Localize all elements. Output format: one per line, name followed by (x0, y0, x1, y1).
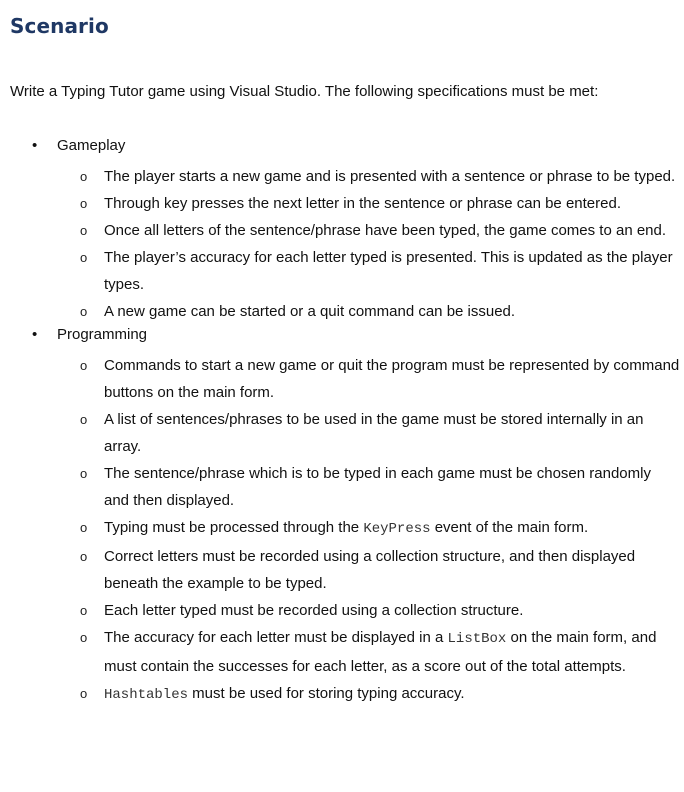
list-item-text: on the main form, and must contain the successes for each letter, as a score out of the total attempts. (104, 629, 657, 675)
bullet-icon: • (32, 326, 38, 343)
list-item-text: A list of sentences/phrases to be used in the game must be stored internally in an array. (104, 411, 644, 455)
section-gameplay (0, 136, 684, 163)
list-item (80, 460, 680, 514)
page-title: Scenario (10, 14, 109, 38)
hollow-bullet-icon: o (80, 549, 88, 564)
list-item (80, 298, 680, 325)
hollow-bullet-icon: o (80, 412, 88, 427)
hollow-bullet-icon: o (80, 630, 88, 645)
list-item (80, 543, 680, 597)
list-item-text: event of the main form. (430, 519, 589, 536)
list-item (80, 406, 680, 460)
list-item-text: Each letter typed must be recorded using a collection structure. (104, 602, 524, 619)
code-term: ListBox (447, 631, 507, 647)
list-item-text: Correct letters must be recorded using a collection structure, and then displayed beneath the example to be typed. (104, 548, 636, 592)
bullet-icon: • (32, 137, 38, 154)
specification-list (0, 136, 684, 709)
section-label: Gameplay (57, 137, 126, 154)
list-item (80, 624, 680, 680)
list-item-text: A new game can be started or a quit command can be issued. (104, 303, 516, 320)
list-item-text: The accuracy for each letter must be displayed in a (104, 629, 448, 646)
hollow-bullet-icon: o (80, 223, 88, 238)
list-item (80, 163, 680, 190)
list-item-text: Through key presses the next letter in the sentence or phrase can be entered. (104, 195, 621, 212)
intro-paragraph: Write a Typing Tutor game using Visual Studio. The following specifications must be met: (10, 83, 599, 100)
list-item-text: Once all letters of the sentence/phrase have been typed, the game comes to an end. (104, 222, 667, 239)
list-item (80, 244, 680, 298)
list-item-text: Commands to start a new game or quit the program must be represented by command buttons on the main form. (104, 357, 680, 401)
list-item-text: Typing must be processed through the (104, 519, 364, 536)
hollow-bullet-icon: o (80, 196, 88, 211)
hollow-bullet-icon: o (80, 358, 88, 373)
hollow-bullet-icon: o (80, 250, 88, 265)
code-term: KeyPress (363, 521, 431, 537)
list-item-text: The player’s accuracy for each letter typed is presented. This is updated as the player types. (104, 249, 673, 293)
list-item (80, 514, 680, 543)
list-item-text: The player starts a new game and is presented with a sentence or phrase to be typed. (104, 168, 676, 185)
hollow-bullet-icon: o (80, 466, 88, 481)
hollow-bullet-icon: o (80, 686, 88, 701)
hollow-bullet-icon: o (80, 304, 88, 319)
hollow-bullet-icon: o (80, 603, 88, 618)
list-item (80, 352, 680, 406)
section-programming (0, 325, 684, 352)
section-label: Programming (57, 326, 148, 343)
hollow-bullet-icon: o (80, 520, 88, 535)
hollow-bullet-icon: o (80, 169, 88, 184)
list-item (80, 217, 680, 244)
list-item-text: The sentence/phrase which is to be typed in each game must be chosen randomly and then displayed. (104, 465, 651, 509)
list-item (80, 680, 680, 709)
list-item (80, 190, 680, 217)
code-term: Hashtables (104, 687, 189, 703)
list-item-text: must be used for storing typing accuracy. (188, 685, 465, 702)
list-item (80, 597, 680, 624)
